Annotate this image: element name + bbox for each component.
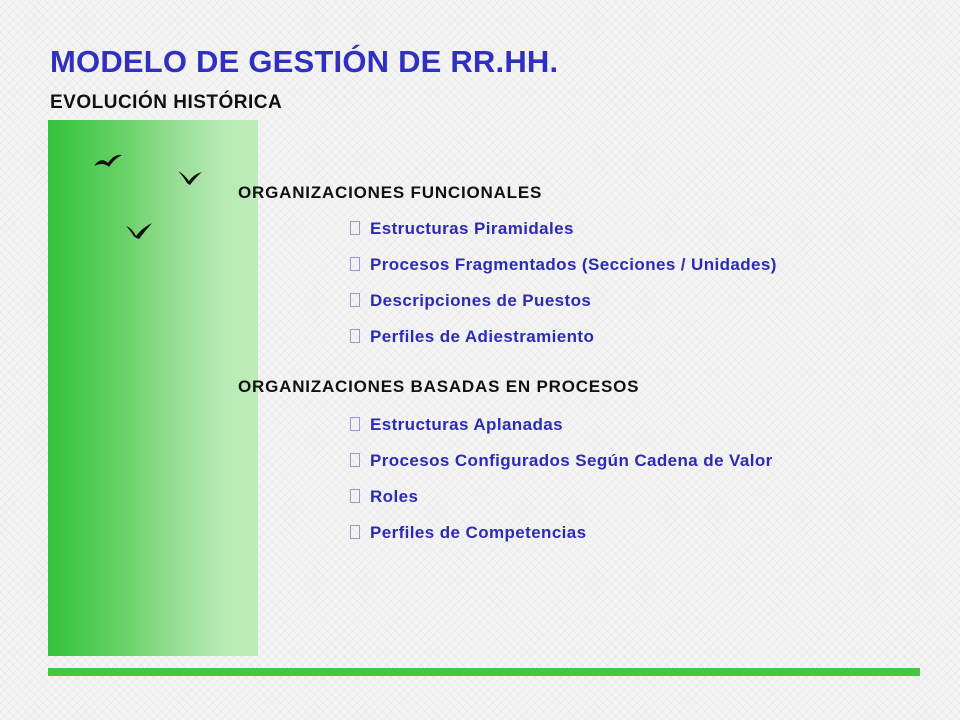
- list-item: [350, 486, 773, 522]
- section-heading-processes: ORGANIZACIONES BASADAS EN PROCESOS: [238, 377, 640, 396]
- bullet-marker-icon: [350, 417, 360, 431]
- list-item: [350, 326, 777, 362]
- bird-icon: [124, 220, 154, 240]
- list-item-label: Descripciones de Puestos: [370, 291, 592, 310]
- list-item: [350, 522, 773, 558]
- green-gradient-panel: [48, 120, 258, 656]
- bullet-marker-icon: [350, 453, 360, 467]
- list-item-label: Roles: [370, 487, 419, 506]
- list-item: [350, 450, 773, 486]
- list-item: [350, 218, 777, 254]
- list-item-label: Perfiles de Competencias: [370, 523, 587, 542]
- bullet-marker-icon: [350, 257, 360, 271]
- bottom-divider-bar: [48, 668, 920, 676]
- list-item-label: Estructuras Piramidales: [370, 219, 574, 238]
- list-item-label: Procesos Configurados Según Cadena de Valor: [370, 451, 773, 470]
- bullet-marker-icon: [350, 489, 360, 503]
- list-item-label: Perfiles de Adiestramiento: [370, 327, 595, 346]
- slide-subtitle: EVOLUCIÓN HISTÓRICA: [50, 92, 283, 113]
- section-heading-functional: ORGANIZACIONES FUNCIONALES: [238, 183, 543, 202]
- list-item-label: Procesos Fragmentados (Secciones / Unidades): [370, 255, 777, 274]
- processes-bullet-list: [350, 414, 773, 558]
- bird-icon: [92, 152, 124, 172]
- list-item-label: Estructuras Aplanadas: [370, 415, 563, 434]
- slide-title: MODELO DE GESTIÓN DE RR.HH.: [50, 44, 559, 79]
- bullet-marker-icon: [350, 221, 360, 235]
- bullet-marker-icon: [350, 329, 360, 343]
- list-item: [350, 290, 777, 326]
- bird-icon: [176, 168, 204, 186]
- list-item: [350, 254, 777, 290]
- bullet-marker-icon: [350, 525, 360, 539]
- bullet-marker-icon: [350, 293, 360, 307]
- list-item: [350, 414, 773, 450]
- functional-bullet-list: [350, 218, 777, 362]
